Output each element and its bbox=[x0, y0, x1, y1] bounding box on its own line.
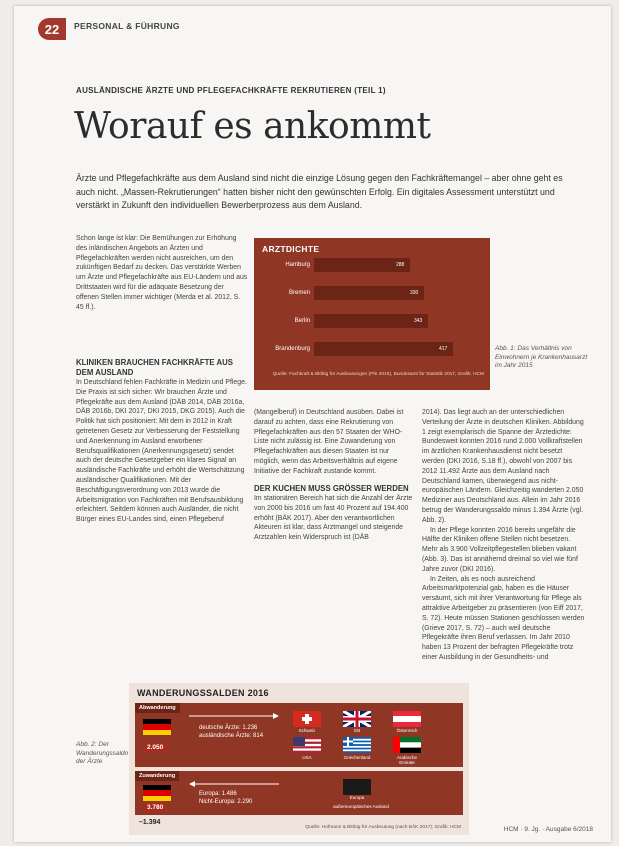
flag-label: Österreich bbox=[396, 728, 418, 733]
uk-flag-icon bbox=[343, 711, 371, 727]
panel-zuwanderung bbox=[135, 771, 463, 815]
bar-value-label: 288 bbox=[396, 262, 405, 268]
bar-label: Berlin bbox=[294, 318, 310, 324]
body-paragraph: (Mangelberuf) in Deutschland ausüben. Dabei ist darauf zu achten, dass eine Rekrutierung von Pflegefachkräften aus den 57 Staaten der WHO-Liste nicht zulässig ist. Eine Zuwanderung von Pflegefachkräften aus diesen Staaten ist nur möglich, wenn das Arbeitsverhältnis auf eigene Initiative der Fachkraft zustande kommt. bbox=[254, 409, 404, 475]
page-number: 22 bbox=[38, 18, 66, 40]
body-paragraph: In der Pflege konnten 2016 bereits ungefähr die Hälfte der Kliniken offene Stellen nicht besetzen. Mehr als 3.900 Vollzeitpflegestellen blieben vakant (Abb. 3). Das ist annähernd dreimal so viel wie fünf Jahre zuvor (DKI 2016). bbox=[422, 526, 578, 573]
article-kicker: AUSLÄNDISCHE ÄRZTE UND PFLEGEFACHKRÄFTE REKRUTIEREN (TEIL 1) bbox=[76, 86, 386, 95]
flag-label: Europa bbox=[349, 795, 365, 800]
column-3 bbox=[422, 408, 586, 663]
germany-flag-icon bbox=[143, 785, 171, 801]
panel-abwanderung bbox=[135, 703, 463, 767]
chart-wanderungssalden bbox=[129, 683, 469, 835]
body-paragraph: In Deutschland fehlen Fachkräfte in Medizin und Pflege. Die Praxis ist sich sicher: Wir brauchen Ärzte und Pflegekräfte aus dem Ausland (DÄB 2014, DÄB 2016a, DÄB 2016b, DKI 2017, DKI 2015, DKG 2015). Auch die Politik hat sich positioniert: Mit dem in 2012 in Kraft getretenen Gesetz zur Verbesserung der Feststellung und Anerkennung im Ausland erworbener Berufsqualifikationen (Anerkennungsgesetz) sendet auch der deutsche Gesetzgeber ein klares Signal an ausländische Fachkräfte und erhöht die Wertschätzung ausländischer Qualifikationen. Mit der Beschäftigungsverordnung von 2013 wurde die Arbeitsmigration von Fachkräften mit Berufsausbildung erleichtert. Seitdem können auch Ausländer, die nicht Bürger eines EU-Landes sind, einen Pflegeberuf bbox=[76, 379, 247, 524]
column-1-body bbox=[76, 358, 248, 525]
bar-label: Brandenburg bbox=[275, 346, 310, 352]
subheading-1: KLINIKEN BRAUCHEN FACHKRÄFTE AUS DEM AUSLAND bbox=[76, 358, 233, 377]
flag-label: GB bbox=[353, 728, 361, 733]
bar-value-label: 343 bbox=[414, 318, 423, 324]
greece-flag-icon bbox=[343, 737, 371, 753]
article-title: Worauf es ankommt bbox=[74, 106, 431, 147]
panel-label: Zuwanderung bbox=[135, 771, 179, 781]
chart-arztdichte bbox=[254, 238, 490, 390]
wanderungssaldo-value: –1.394 bbox=[139, 819, 161, 826]
intro-paragraph: Schon lange ist klar: Die Bemühungen zur Erhöhung des inländischen Angebots an Ärzten und Pflegefachkräften werden nicht ausreichen, um den zukünftigen Bedarf zu decken. Das verstärkte Werben um Ärzte und Pflegefachkräfte aus EU-Ländern und aus Drittstaaten wird für die adäquate Besetzung der offenen Stellen immer wichtiger (Merda et al. 2012, S. 45 ff.). bbox=[76, 235, 248, 311]
europe-icon bbox=[343, 779, 371, 795]
section-label: PERSONAL & FÜHRUNG bbox=[74, 21, 180, 31]
chart-source: Quelle: Hofmann & Blöbig für Ausbeutung (nach BÄK 2017), Grafik: HCM bbox=[305, 825, 461, 830]
bar-value-label: 417 bbox=[439, 346, 448, 352]
zuwanderung-details: Europa: 1.486 Nicht-Europa: 2.290 bbox=[199, 791, 253, 805]
chart-title: ARZTDICHTE bbox=[262, 244, 320, 254]
germany-flag-icon bbox=[143, 719, 171, 735]
zuwanderung-total: 3.780 bbox=[143, 803, 167, 812]
switzerland-flag-icon bbox=[293, 711, 321, 727]
article-lead: Ärzte und Pflegefachkräfte aus dem Ausland sind nicht die einzige Lösung gegen den Fachkräftemangel – aber ohne geht es auch nicht. „Massen-Rekrutierungen“ hatten bisher nicht den gewünschten Erfolg. Ein digitales Assessment unterstützt und verstärkt in Zukunft den individuellen Bewerberprozess aus dem Ausland. bbox=[76, 173, 563, 211]
bar bbox=[314, 286, 424, 300]
uae-flag-icon bbox=[393, 737, 421, 753]
column-2 bbox=[254, 408, 416, 543]
bar-value-label: 330 bbox=[410, 290, 419, 296]
magazine-page bbox=[14, 6, 611, 842]
body-paragraph: 2014). Das liegt auch an der unterschiedlichen Verteilung der Ärzte in deutschen Kliniken. Abbildung 1 zeigt exemplarisch die Spanne der Ärztedichte: Bundesweit konnten 2016 rund 2.000 Vollkraftstellen im ärztlichen Krankenhausdienst nicht besetzt werden (DKI 2016, S.18 ff.), obwohl von 2007 bis 2012 11.492 Ärzte aus dem Ausland nach Deutschland kamen, überwiegend aus nicht-europäischen Ländern. Gleichzeitig wanderten 2.050 Mediziner aus Deutschland aus. Allein im Jahr 2016 betrug der Wanderungssaldo minus 1.394 Ärzte (vgl. Abb. 2). bbox=[422, 409, 584, 524]
abwanderung-details: deutsche Ärzte: 1.236 ausländische Ärzte: 814 bbox=[199, 725, 264, 739]
usa-flag-icon bbox=[293, 737, 321, 753]
abwanderung-total: 2.050 bbox=[143, 743, 167, 752]
flag-label: außereuropäisches Ausland bbox=[333, 804, 389, 809]
figure-caption-1: Abb. 1: Das Verhältnis von Einwohnern je Krankenhausarzt im Jahr 2015 bbox=[495, 345, 588, 369]
arrow-right-icon bbox=[189, 711, 279, 721]
flag-label: USA bbox=[302, 755, 312, 760]
flag-label: Arabische Emirate bbox=[396, 755, 417, 765]
bar-label: Hamburg bbox=[285, 262, 310, 268]
bar bbox=[314, 342, 453, 356]
panel-label: Abwanderung bbox=[135, 703, 180, 713]
flag-label: Griechenland bbox=[343, 755, 371, 760]
bar bbox=[314, 314, 428, 328]
page-footer: HCM · 9. Jg. · Ausgabe 6/2018 bbox=[503, 826, 593, 833]
arrow-left-icon bbox=[189, 779, 279, 789]
austria-flag-icon bbox=[393, 711, 421, 727]
subheading-2: DER KUCHEN MUSS GRÖSSER WERDEN bbox=[254, 483, 409, 493]
chart-source: Quelle: Fachkraft & Blöbig für Ausbeutungen (Pfe 2016), Bundesamt für Statistik 2017, Grafik: HCM bbox=[272, 372, 484, 377]
bar-label: Bremen bbox=[288, 290, 310, 296]
figure-caption-2: Abb. 2: Der Wanderungssaldo der Ärzte bbox=[76, 741, 129, 765]
body-paragraph: Im stationären Bereich hat sich die Anzahl der Ärzte von 2000 bis 2016 um fast 40 Prozent auf 194.400 erhöht (BÄK 2017). Aber den verantwortlichen Akteuren ist klar, dass Arztmangel und steigende Arztzahlen kein Widerspruch ist (DÄB bbox=[254, 495, 413, 542]
body-paragraph: In Zeiten, als es noch ausreichend Arbeitsmarktpotenzial gab, haben es die Häuser versäumt, sich mit ihrer Verantwortung für Pflege als attraktive Arbeitgeber zu präsentieren (von Eiff 2017, S. 72). Heute müssen Stationen geschlossen werden (Grieve 2017, S. 72) – auch weil deutsche Pflegekräfte ihren Beruf verlassen. Im Jahr 2010 haben 13 Prozent der befragten Pflegekräfte trotz einer Ausbildung in der Gesundheits- und bbox=[422, 575, 585, 661]
column-1-intro bbox=[76, 234, 248, 312]
chart-title: WANDERUNGSSALDEN 2016 bbox=[137, 688, 269, 698]
flag-label: Schweiz bbox=[298, 728, 316, 733]
